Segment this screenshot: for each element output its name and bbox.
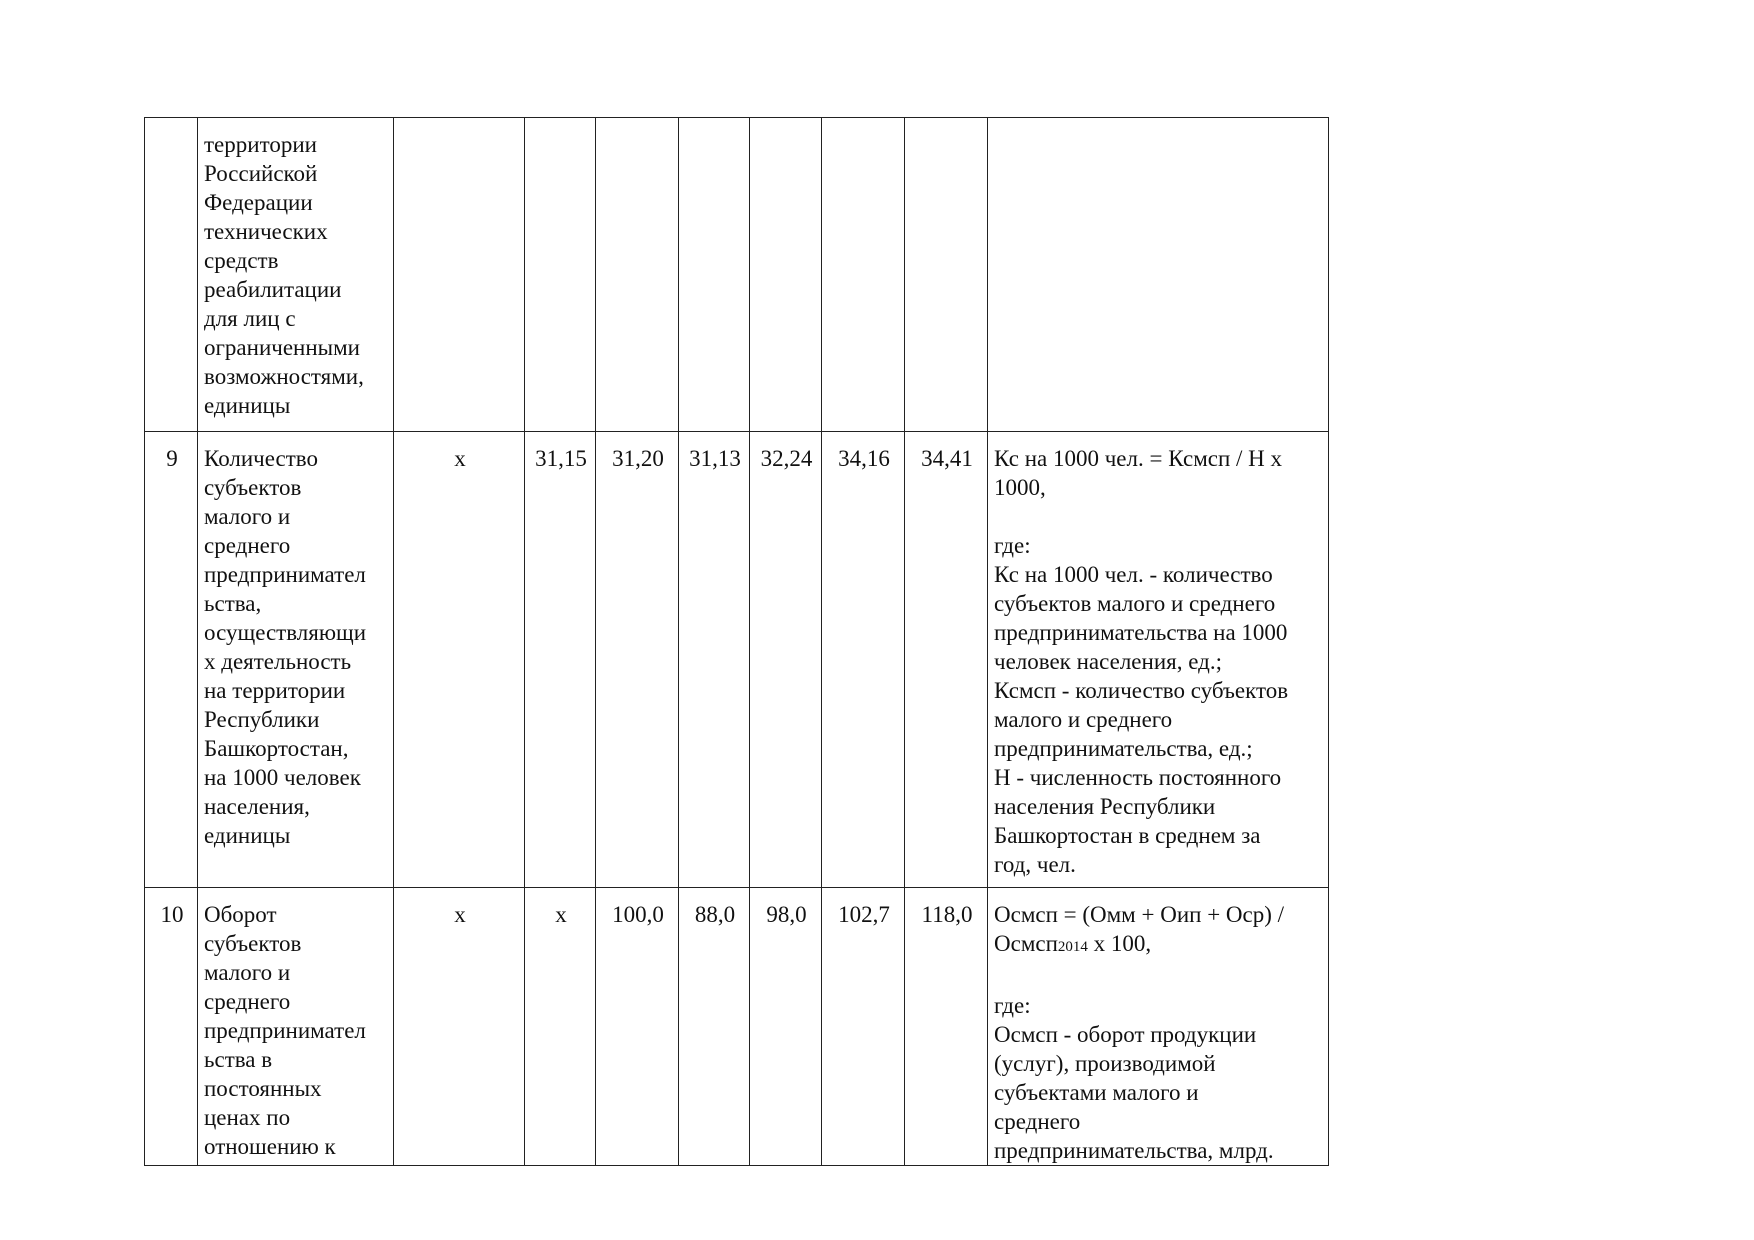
value-cell: 31,15 xyxy=(525,432,596,888)
value-cell: x xyxy=(394,888,525,1166)
value-cell xyxy=(679,118,750,432)
formula-line: Ксмсп - количество субъектов xyxy=(994,678,1289,703)
value-cell xyxy=(394,118,525,432)
value-cell: 31,13 xyxy=(679,432,750,888)
indicator-name-line: малого и xyxy=(204,504,291,529)
indicator-name-cell xyxy=(198,118,394,432)
indicator-name-line: х деятельность xyxy=(204,649,352,674)
formula-line: предпринимательства, ед.; xyxy=(994,736,1253,761)
value-cell: 118,0 xyxy=(905,888,988,1166)
value-cell: 34,16 xyxy=(822,432,905,888)
value-cell: x xyxy=(394,432,525,888)
value-cell: x xyxy=(525,888,596,1166)
indicator-name-line: Федерации xyxy=(204,190,313,215)
formula-line: 1000, xyxy=(994,475,1046,500)
row-number-cell: 9 xyxy=(145,432,198,888)
table-row xyxy=(145,432,1329,888)
value-cell xyxy=(822,118,905,432)
formula-line: Башкортостан в среднем за xyxy=(994,823,1261,848)
table-row xyxy=(145,888,1329,1166)
value-cell: 100,0 xyxy=(596,888,679,1166)
value-cell xyxy=(905,118,988,432)
row-number-cell xyxy=(145,118,198,432)
formula-line: предпринимательства на 1000 xyxy=(994,620,1288,645)
indicator-name-line: ценах по xyxy=(204,1105,291,1130)
indicator-name-line: населения, xyxy=(204,794,310,819)
indicator-name-line: Российской xyxy=(204,161,318,186)
indicator-name-line: субъектов xyxy=(204,931,302,956)
formula-line: где: xyxy=(994,533,1031,558)
indicator-name-line: среднего xyxy=(204,989,291,1014)
value-cell: 34,41 xyxy=(905,432,988,888)
formula-blank-line xyxy=(994,962,1324,991)
indicator-name-line: среднего xyxy=(204,533,291,558)
indicator-name-line: реабилитации xyxy=(204,277,342,302)
value-cell: 88,0 xyxy=(679,888,750,1166)
formula-line: населения Республики xyxy=(994,794,1216,819)
formula-line: человек населения, ед.; xyxy=(994,649,1222,674)
formula-line: где: xyxy=(994,993,1031,1018)
formula-line: Кс на 1000 чел. = Ксмсп / Н x xyxy=(994,446,1283,471)
value-cell: 102,7 xyxy=(822,888,905,1166)
indicator-name-line: территории xyxy=(204,132,317,157)
indicator-name-line: единицы xyxy=(204,823,291,848)
value-cell: 31,20 xyxy=(596,432,679,888)
indicator-name-line: осуществляющи xyxy=(204,620,367,645)
indicator-name-line: ограниченными xyxy=(204,335,360,360)
indicator-name-line: постоянных xyxy=(204,1076,322,1101)
indicator-name-line: Количество xyxy=(204,446,318,471)
formula-subscript: 2014 xyxy=(1057,939,1088,955)
formula-line: Кс на 1000 чел. - количество xyxy=(994,562,1273,587)
indicator-name-line: ьства, xyxy=(204,591,262,616)
formula-line: Н - численность постоянного xyxy=(994,765,1282,790)
indicator-name-line: средств xyxy=(204,248,279,273)
indicators-table xyxy=(144,117,1329,1166)
formula-line: Осмсп - оборот продукции xyxy=(994,1022,1257,1047)
formula-line: предпринимательства, млрд. xyxy=(994,1138,1274,1163)
formula-line xyxy=(994,929,1324,962)
value-cell xyxy=(750,118,822,432)
indicator-name-line: Оборот xyxy=(204,902,277,927)
formula-cell xyxy=(988,118,1329,432)
formula-blank-line xyxy=(994,502,1324,531)
indicator-name-cell xyxy=(198,432,394,888)
indicator-name-line: на 1000 человек xyxy=(204,765,361,790)
formula-line: Осмсп = (Омм + Оип + Оср) / xyxy=(994,902,1285,927)
formula-line: год, чел. xyxy=(994,852,1076,877)
formula-cell xyxy=(988,888,1329,1166)
table-row xyxy=(145,118,1329,432)
indicator-name-line: Башкортостан, xyxy=(204,736,349,761)
indicator-name-line: предпринимател xyxy=(204,562,366,587)
formula-tail: x 100, xyxy=(1087,931,1152,956)
formula-cell xyxy=(988,432,1329,888)
indicator-name-line: Республики xyxy=(204,707,320,732)
value-cell: 32,24 xyxy=(750,432,822,888)
formula-symbol: Осмсп xyxy=(994,931,1058,956)
value-cell: 98,0 xyxy=(750,888,822,1166)
formula-line: (услуг), производимой xyxy=(994,1051,1216,1076)
indicator-name-line: возможностями, xyxy=(204,364,364,389)
formula-line: среднего xyxy=(994,1109,1081,1134)
value-cell xyxy=(596,118,679,432)
indicator-name-line: для лиц с xyxy=(204,306,296,331)
row-number-cell: 10 xyxy=(145,888,198,1166)
indicator-name-line: единицы xyxy=(204,393,291,418)
formula-line: субъектов малого и среднего xyxy=(994,591,1276,616)
formula-line: субъектами малого и xyxy=(994,1080,1199,1105)
indicator-name-line: технических xyxy=(204,219,328,244)
indicator-name-line: отношению к xyxy=(204,1134,336,1159)
value-cell xyxy=(525,118,596,432)
formula-line: малого и среднего xyxy=(994,707,1173,732)
indicator-name-line: ьства в xyxy=(204,1047,273,1072)
indicator-name-line: на территории xyxy=(204,678,346,703)
indicator-name-line: предпринимател xyxy=(204,1018,366,1043)
indicator-name-line: субъектов xyxy=(204,475,302,500)
indicator-name-cell xyxy=(198,888,394,1166)
indicator-name-line: малого и xyxy=(204,960,291,985)
